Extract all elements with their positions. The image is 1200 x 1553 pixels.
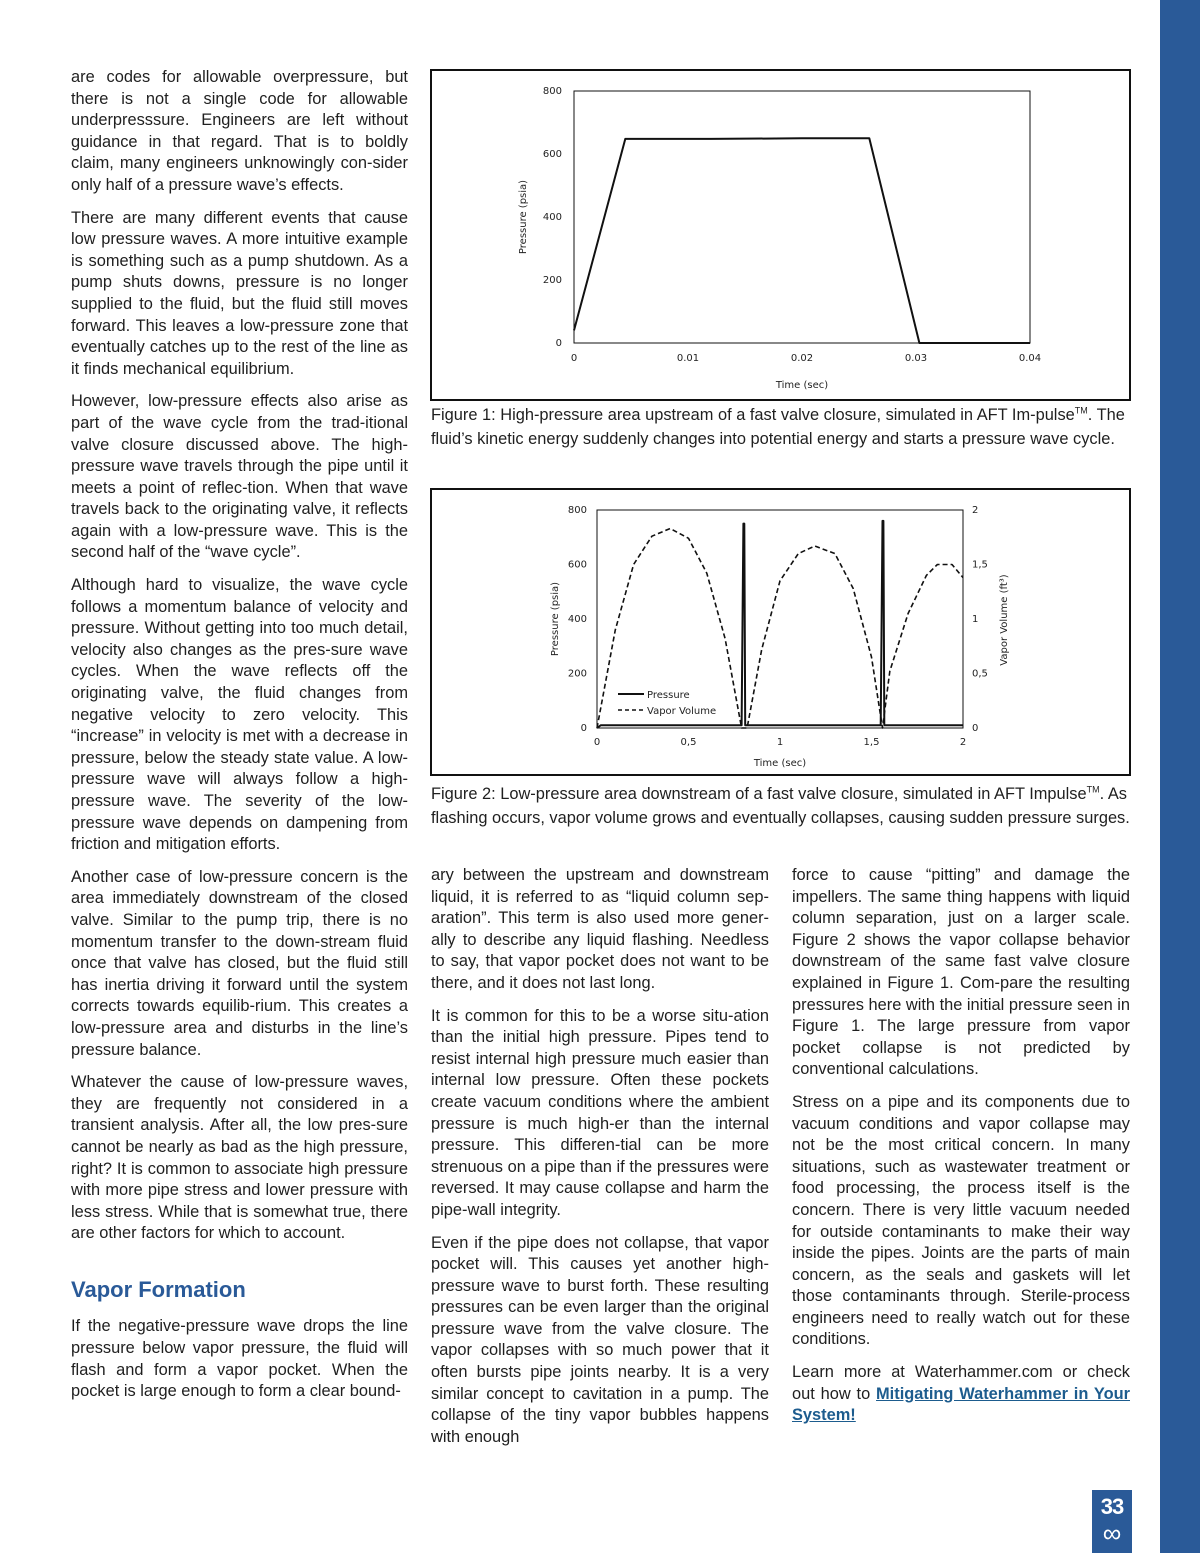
y2-tick-label: 1: [972, 614, 979, 625]
y2-axis-label: Vapor Volume (ft³): [999, 574, 1010, 666]
paragraph: Another case of low-pressure concern is the area immediately downstream of the closed valve. Similar to the pump trip, there is no momentum transfer to the down-stream fluid once that valve has closed, but the fluid still has inertia driving it forward until the system corrects towards equilib-rium. This creates a low-pressure area and disturbs in the line’s pressure balance.: [71, 867, 408, 1059]
paragraph: force to cause “pitting” and damage the impellers. The same thing happens with liquid column separation, just on a larger scale. Figure 2 shows the vapor collapse behavior downstream of the same fast valve closure explained in Figure 1. Com-pare the resulting pressures here with the initial pressure seen in Figure 1. The large pressure from vapor pocket collapse is not predicted by conventional calculations.: [792, 866, 1131, 1079]
paragraph: ary between the upstream and downstream liquid, it is referred to as “liquid column sep-aration”. This term is also used more gener-ally to describe any liquid flashing. Needless to say, that vapor pocket does not want to be there, and it does not last long.: [431, 866, 769, 992]
plot-area: [574, 91, 1030, 343]
x-tick-label: 1,5: [863, 737, 880, 748]
paragraph: There are many different events that cause low pressure waves. A more intuitive example is something such as a pump shutdown. As a pump shuts downs, pressure is no longer supplied to the fluid, but the fluid still moves forward. This leaves a low-pressure zone that eventually catches up to the rest of the line as it finds mechanical equilibrium.: [71, 208, 408, 378]
x-tick-label: 0: [570, 353, 578, 364]
y-tick-label: 600: [567, 559, 587, 571]
y-tick-label: 200: [567, 668, 587, 680]
figure-2-caption: Figure 2: Low-pressure area downstream of a fast valve closure, simulated in AFT Impulse™. As flashing occurs, vapor volume grows and eventually collapses, causing sudden pressure surges.: [431, 784, 1130, 827]
infinity-icon: ∞: [1102, 1518, 1122, 1548]
y-tick-label: 200: [542, 275, 562, 286]
y-tick-label: 800: [567, 505, 587, 516]
paragraph: Even if the pipe does not collapse, that vapor pocket will. This causes yet another high-pressure wave to burst forth. These resulting pressures can be even larger than the original pressure wave from the valve closure. The vapor collapses with so much power that it often bursts pipe joints nearby. It is a very similar concept to cavitation in a pump. The collapse of the tiny vapor bubbles happens with enough: [431, 1233, 769, 1446]
y-tick-label: 0: [580, 723, 587, 734]
x-axis-label: Time (sec): [753, 758, 807, 769]
x-tick-label: 0.03: [904, 353, 928, 364]
y2-tick-label: 0: [972, 723, 979, 734]
legend-label: Vapor Volume: [647, 706, 717, 717]
y-tick-label: 800: [542, 86, 562, 97]
legend-label: Pressure: [647, 690, 690, 701]
paragraph: It is common for this to be a worse situ-ation than the initial high pressure. Pipes tend to resist internal high pressure much easier than internal low pressure. Often these pockets create vacuum conditions where the ambient pressure is much high-er than the internal pressure. This differen-tial can be more strenuous on a pipe than if the pressures were reversed. It may cause collapse and harm the pipe-wall integrity.: [431, 1006, 769, 1219]
middle-column: [431, 865, 769, 1459]
paragraph: However, low-pressure effects also arise as part of the wave cycle from the trad-itional valve closure discussed above. The high-pressure wave travels through the pipe until it meets a point of reflec-tion. When that wave travels back to the originating valve, it reflects again with a low-pressure wave. This is the second half of the “wave cycle”.: [71, 392, 408, 562]
mitigating-waterhammer-link[interactable]: Mitigating Waterhammer in Your System!: [792, 1384, 1130, 1425]
paragraph: If the negative-pressure wave drops the line pressure below vapor pressure, the fluid will flash and form a vapor pocket. When the pocket is large enough to form a clear bound-: [71, 1317, 408, 1401]
x-axis-label: Time (sec): [775, 380, 829, 391]
side-accent-bar: [1160, 0, 1200, 1553]
figure-1-chart: [432, 71, 1129, 399]
paragraph: are codes for allowable overpressure, but there is not a single code for allowable underpresssure. Engineers are left without guidance in that regard. That is to boldly claim, many engineers unknowingly con-sider only half of a pressure wave’s effects.: [71, 68, 408, 194]
paragraph: Stress on a pipe and its components due to vacuum conditions and vapor collapse may not be the most critical concern. In many situations, such as wastewater treatment or food processing, the process itself is the concern. There is very little vacuum needed for outside contaminants to make their way inside the pipes. Joints are the parts of main concern, as the seals and gaskets will let those contaminants through. Sterile-process engineers need to really watch out for these conditions.: [792, 1092, 1130, 1349]
y-axis-label: Pressure (psia): [550, 581, 561, 657]
y-tick-label: 0: [555, 338, 562, 349]
y-axis-label: Pressure (psia): [518, 179, 529, 255]
x-tick-label: 1: [776, 737, 784, 748]
figure-2-chart: [432, 490, 1129, 774]
left-column: [71, 67, 408, 1414]
y-tick-label: 600: [542, 149, 562, 160]
paragraph: Whatever the cause of low-pressure waves, they are frequently not considered in a transient analysis. After all, the low pres-sure cannot be nearly as bad as the high pressure, right? It is common to associate high pressure with more pipe stress and lower pressure with less stress. While that is somewhat true, there are other factors for which to account.: [71, 1073, 408, 1243]
section-heading: Vapor Formation: [71, 1276, 246, 1302]
y2-tick-label: 1,5: [972, 559, 988, 571]
x-tick-label: 0.02: [790, 353, 814, 364]
closing-text: Learn more at Waterhammer.com or check out how to: [792, 1363, 1130, 1403]
y2-tick-label: 0,5: [972, 668, 988, 680]
figure-2: [430, 488, 1131, 776]
x-tick-label: 2: [959, 737, 967, 748]
figure-1: [430, 69, 1131, 401]
y-tick-label: 400: [542, 212, 562, 223]
figure-1-caption: Figure 1: High-pressure area upstream of a fast valve closure, simulated in AFT Im-pulse™. The fluid’s kinetic energy suddenly changes into potential energy and starts a pressure wave cycle.: [431, 405, 1125, 448]
legend: [618, 690, 716, 717]
right-column: [792, 865, 1130, 1438]
paragraph: Although hard to visualize, the wave cycle follows a momentum balance of velocity and pressure. Without getting into too much detail, velocity also changes as the pres-sure wave cycles. When the wave reflects off the originating valve, the fluid changes from negative velocity to zero velocity. This “increase” in velocity is met with a decrease in pressure, below the steady state value. A low-pressure wave will always follow a high-pressure wave. The severity of the low-pressure wave depends on dampening from friction and mitigation efforts.: [71, 576, 408, 854]
paragraph: [792, 1362, 1130, 1427]
x-tick-label: 0.01: [676, 353, 700, 364]
x-tick-label: 0: [593, 737, 601, 748]
series-line-pressure: [574, 138, 1030, 343]
page-number-badge: [1092, 1490, 1132, 1553]
page-number: 33: [1100, 1494, 1124, 1519]
x-tick-label: 0,5: [680, 737, 697, 748]
y-tick-label: 400: [567, 614, 587, 625]
y2-tick-label: 2: [972, 505, 979, 516]
x-tick-label: 0.04: [1018, 353, 1042, 364]
